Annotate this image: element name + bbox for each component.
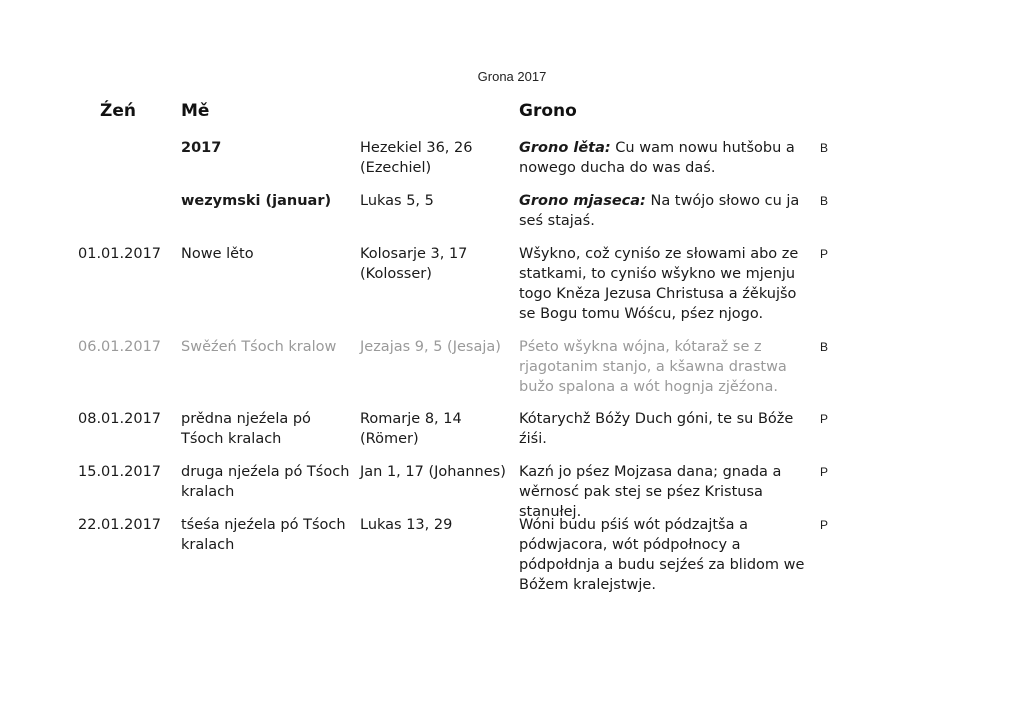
row-mark: B: [820, 340, 829, 354]
row-reference: Jan 1, 17 (Johannes): [360, 464, 506, 480]
row-text: [519, 337, 809, 397]
row-reference: Lukas 13, 29: [360, 517, 453, 533]
row-mark: P: [820, 412, 829, 426]
row-date: 22.01.2017: [78, 517, 162, 533]
row-name: Swěźeń Tśoch kralow: [181, 339, 337, 355]
row-text: [519, 191, 809, 231]
row-name: druga njeźela pó Tśoch kralach: [181, 464, 350, 500]
column-header-name: Mě: [181, 101, 210, 121]
row-verse: Na twójo słowo cu ja seś stajaś.: [519, 193, 800, 229]
row-date: 01.01.2017: [78, 246, 162, 262]
row-name: prědna njeźela pó Tśoch kralach: [181, 411, 311, 447]
row-text: [519, 409, 809, 449]
row-verse: Kazń jo pśez Mojzasa dana; gnada a wěrnosć pak stej se pśez Kristusa stanułej.: [519, 464, 782, 520]
row-mark: B: [820, 194, 829, 208]
row-text: [519, 244, 809, 324]
row-reference: Hezekiel 36, 26 (Ezechiel): [360, 140, 473, 176]
row-verse: Wóni budu pśiś wót pódzajtša a pódwjacora, wót pódpołnocy a pódpołdnja a budu sejźeś za blidom we Bóžem kralejstwje.: [519, 517, 805, 593]
row-mark: B: [820, 141, 829, 155]
row-reference: Romarje 8, 14 (Römer): [360, 411, 462, 447]
row-reference: Kolosarje 3, 17 (Kolosser): [360, 246, 468, 282]
row-lead: Grono mjaseca:: [519, 193, 646, 209]
row-mark: P: [820, 247, 829, 261]
row-mark: P: [820, 518, 829, 532]
row-name: 2017: [181, 140, 222, 156]
row-reference: Lukas 5, 5: [360, 193, 434, 209]
row-date: 15.01.2017: [78, 464, 162, 480]
row-date: 08.01.2017: [78, 411, 162, 427]
row-text: [519, 138, 809, 178]
row-text: [519, 515, 809, 595]
row-name: tśeśa njeźela pó Tśoch kralach: [181, 517, 346, 553]
column-header-text: Grono: [519, 101, 577, 121]
row-verse: Wšykno, což cyniśo ze słowami abo ze statkami, to cyniśo wšykno we mjenju togo Kněza Jezusa Christusa a źěkujšo se Bogu tomu Wóścu, pśez njogo.: [519, 246, 799, 322]
row-reference: Jezajas 9, 5 (Jesaja): [360, 339, 501, 355]
row-verse: Pśeto wšykna wójna, kótaraž se z rjagotanim stanjo, a kšawna drastwa bužo spalona a wót hognja zjěźona.: [519, 339, 787, 395]
row-lead: Grono lěta:: [519, 140, 611, 156]
row-verse: Kótarychž Bóžy Duch góni, te su Bóže źiśi.: [519, 411, 794, 447]
row-verse: Cu wam nowu hutšobu a nowego ducha do was daś.: [519, 140, 795, 176]
column-header-date: Źeń: [100, 101, 136, 121]
page-header: Grona 2017: [477, 69, 547, 84]
row-name: wezymski (januar): [181, 193, 332, 209]
row-mark: P: [820, 465, 829, 479]
row-text: [519, 462, 809, 522]
row-name: Nowe lěto: [181, 246, 254, 262]
row-date: 06.01.2017: [78, 339, 162, 355]
